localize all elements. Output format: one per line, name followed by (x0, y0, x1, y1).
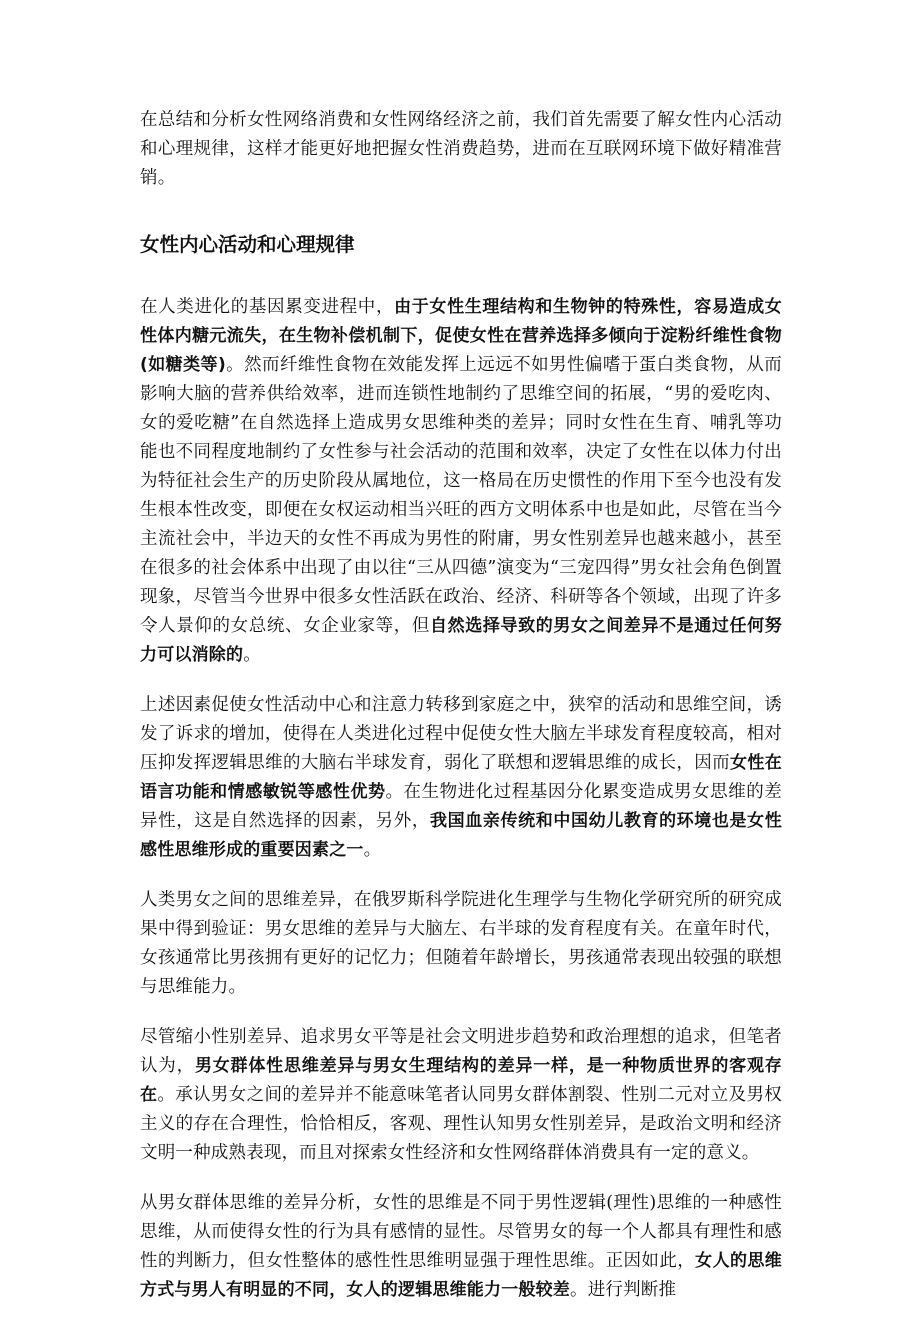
text-run: 。承认男女之间的差异并不能意味笔者认同男女群体割裂、性别二元对立及男权主义的存在合理性，恰恰相反，客观、理性认知男女性别差异，是政治文明和经济文明一种成熟表现，而且对探索女性经济和女性网络群体消费具有一定的意义。 (140, 1085, 783, 1163)
bold-run: 男女群体性思维差异与男女生理结构的差异一样，是一种物质世界的客观存在 (140, 1056, 782, 1105)
paragraph-5 (140, 1189, 782, 1305)
text-run: 。 (363, 840, 382, 860)
text-run: 。在生物进化过程基因分化累变造成男女思维的差异性，这是自然选择的因素，另外， (140, 782, 782, 831)
text-run: 。进行判断推 (570, 1280, 677, 1300)
intro-paragraph: 在总结和分析女性网络消费和女性网络经济之前，我们首先需要了解女性内心活动和心理规律，这样才能更好地把握女性消费趋势，进而在互联网环境下做好精准营销。 (140, 110, 782, 188)
text-run: 从男女群体思维的差异分析，女性的思维是不同于男性逻辑(理性)思维的一种感性思维，从而使得女性的行为具有感情的显性。尽管男女的每一个人都具有理性和感性的判断力，但女性整体的感性性思维明显强于理性思维。正因如此， (140, 1193, 782, 1271)
text-run: 人类男女之间的思维差异，在俄罗斯科学院进化生理学与生物化学研究所的研究成果中得到验证：男女思维的差异与大脑左、右半球的发育程度有关。在童年时代，女孩通常比男孩拥有更好的记忆力；但随着年龄增长，男孩通常表现出较强的联想与思维能力。 (140, 890, 782, 997)
text-run: 。然而纤维性食物在效能发挥上远远不如男性偏嗜于蛋白类食物，从而影响大脑的营养供给效率，进而连锁性地制约了思维空间的拓展，“男的爱吃肉、女的爱吃糖”在自然选择上造成男女思维种类的差异；同时女性在生育、哺乳等功能也不同程度地制约了女性参与社会活动的范围和效率，决定了女性在以体力付出为特征社会生产的历史阶段从属地位，这一格局在历史惯性的作用下至今也没有发生根本性改变，即便在女权运动相当兴旺的西方文明体系中也是如此，尽管在当今主流社会中，半边天的女性不再成为男性的附庸，男女性别差异也越来越小，甚至在很多的社会体系中出现了由以往“三从四德”演变为“三宠四得”男女社会角色倒置现象，尽管当今世界中很多女性活跃在政治、经济、科研等各个领域，出现了许多令人景仰的女总统、女企业家等，但 (140, 355, 782, 636)
bold-run: 我国血亲传统和中国幼儿教育的环境也是女性感性思维形成的重要因素之一 (140, 811, 783, 860)
text-run: 上述因素促使女性活动中心和注意力转移到家庭之中，狭窄的活动和思维空间，诱发了诉求的增加，使得在人类进化过程中促使女性大脑左半球发育程度较高，相对压抑发挥逻辑思维的大脑右半球发育，弱化了联想和逻辑思维的成长，因而 (140, 695, 782, 773)
paragraph-3 (140, 886, 782, 1002)
bold-run: 女性在语言功能和情感敏锐等感性优势 (140, 753, 782, 802)
paragraph-1 (140, 293, 782, 670)
paragraph-2 (140, 691, 782, 865)
text-run: 在人类进化的基因累变进程中， (140, 297, 395, 317)
bold-run: 由于女性生理结构和生物钟的特殊性，容易造成女性体内糖元流失，在生物补偿机制下，促使女性在营养选择多倾向于淀粉纤维性食物(如糖类等) (140, 297, 782, 375)
text-run: 尽管缩小性别差异、追求男女平等是社会文明进步趋势和政治理想的追求，但笔者认为， (140, 1027, 782, 1076)
bold-run: 女人的思维方式与男人有明显的不同，女人的逻辑思维能力一般较差 (140, 1251, 783, 1300)
document-page (140, 106, 782, 1326)
paragraph-4 (140, 1023, 782, 1168)
section-heading: 女性内心活动和心理规律 (140, 233, 355, 256)
bold-run: 自然选择导致的男女之间差异不是通过任何努力可以消除的 (140, 616, 783, 665)
text-run: 。 (243, 645, 261, 665)
